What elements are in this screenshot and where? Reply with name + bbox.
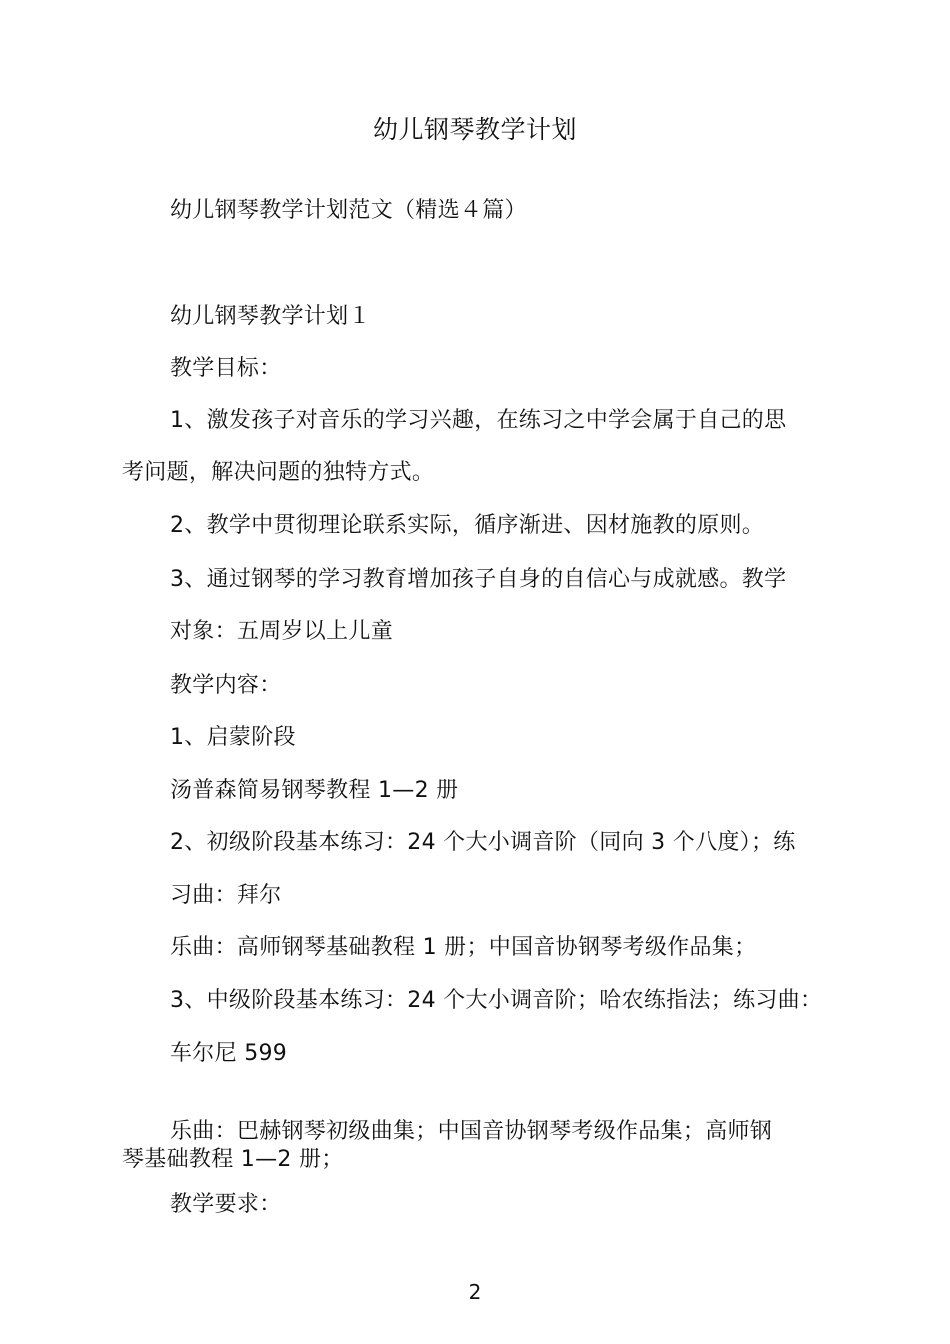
stage-2-music: 乐曲：高师钢琴基础教程 1 册；中国音协钢琴考级作品集； <box>170 935 757 960</box>
goal-3-line-1: 3、通过钢琴的学习教育增加孩子自身的自信心与成就感。教学 <box>170 567 787 592</box>
stage-2-line-2: 习曲：拜尔 <box>170 883 282 908</box>
goal-3-line-2: 对象：五周岁以上儿童 <box>170 619 394 644</box>
goal-1-line-1: 1、激发孩子对音乐的学习兴趣，在练习之中学会属于自己的思 <box>170 408 787 433</box>
page-number: 2 <box>468 1280 482 1304</box>
stage-1-text: 汤普森简易钢琴教程 1—2 册 <box>170 778 459 803</box>
stage-3-line-2: 车尔尼 599 <box>170 1041 288 1066</box>
document-title: 幼儿钢琴教学计划 <box>372 115 577 144</box>
content-heading: 教学内容： <box>170 673 282 698</box>
stage-3-music-line-2: 琴基础教程 1—2 册； <box>122 1147 344 1172</box>
stage-1-heading: 1、启蒙阶段 <box>170 725 296 750</box>
goal-1-line-2: 考问题，解决问题的独特方式。 <box>122 460 435 485</box>
stage-3-line-1: 3、中级阶段基本练习：24 个大小调音阶；哈农练指法；练习曲： <box>170 988 823 1013</box>
section-heading: 幼儿钢琴教学计划１ <box>170 304 371 329</box>
stage-2-line-1: 2、初级阶段基本练习：24 个大小调音阶（同向 3 个八度）；练 <box>170 830 796 855</box>
goal-2: 2、教学中贯彻理论联系实际，循序渐进、因材施教的原则。 <box>170 513 765 538</box>
stage-3-music-line-1: 乐曲：巴赫钢琴初级曲集；中国音协钢琴考级作品集；高师钢 <box>170 1119 773 1144</box>
requirements-heading: 教学要求： <box>170 1192 282 1217</box>
document-subtitle: 幼儿钢琴教学计划范文（精选４篇） <box>170 198 527 223</box>
goals-heading: 教学目标： <box>170 356 282 381</box>
